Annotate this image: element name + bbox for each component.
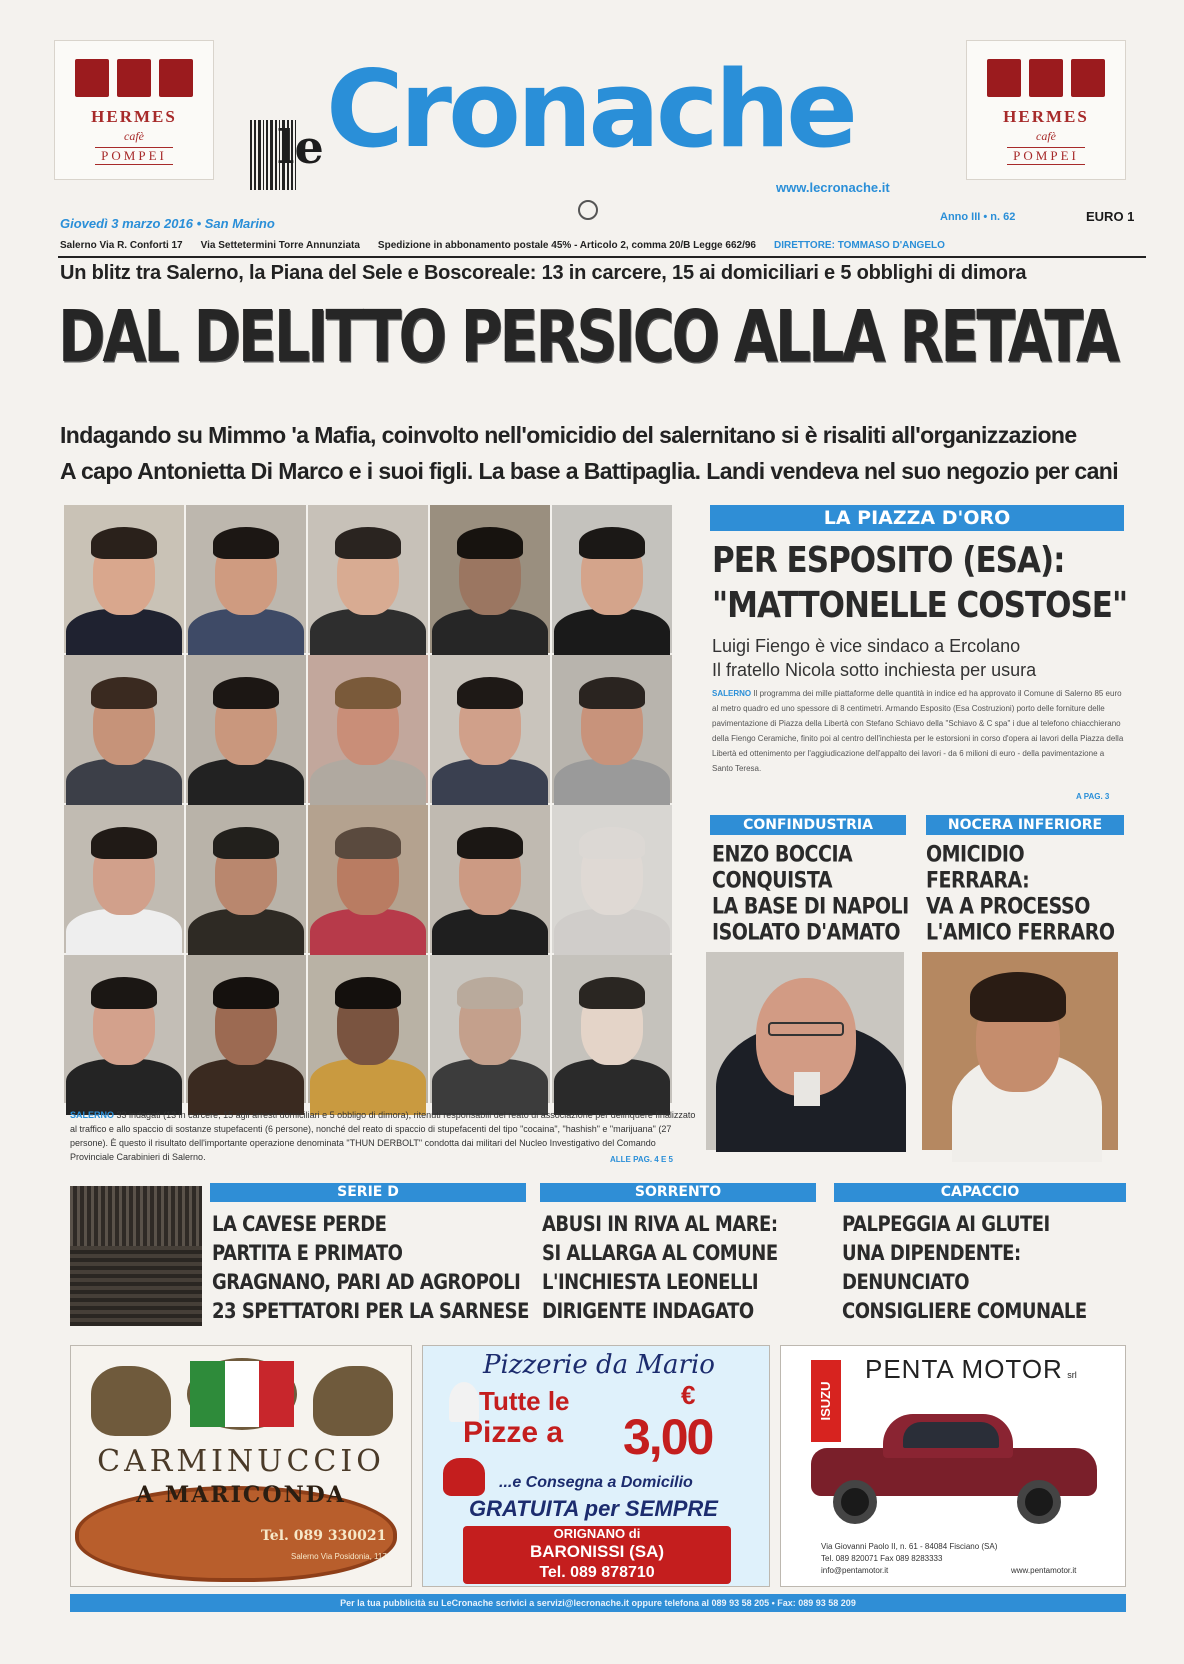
lead-headline: DAL DELITTO PERSICO ALLA RETATA bbox=[58, 296, 1117, 379]
photo-stadium bbox=[70, 1186, 202, 1326]
price-currency: € bbox=[681, 1380, 696, 1410]
section-serie-d: SERIE D bbox=[210, 1183, 526, 1202]
sorrento-headline-line: ABUSI IN RIVA AL MARE: bbox=[542, 1212, 778, 1238]
ad-carminuccio[interactable] bbox=[70, 1345, 412, 1587]
pickup-truck-icon bbox=[811, 1406, 1097, 1518]
mugshot-photo bbox=[186, 955, 306, 1103]
sponsor-line3: POMPEI bbox=[1007, 147, 1085, 165]
capaccio-headline-line: DENUNCIATO bbox=[842, 1270, 970, 1296]
sorrento-headline-line: DIRIGENTE INDAGATO bbox=[542, 1299, 754, 1325]
serie-d-headline-line: 23 SPETTATORI PER LA SARNESE bbox=[212, 1299, 529, 1325]
capaccio-headline-line: CONSIGLIERE COMUNALE bbox=[842, 1299, 1087, 1325]
serie-d-headline-line: LA CAVESE PERDE bbox=[212, 1212, 387, 1238]
lion-left-icon bbox=[91, 1366, 171, 1436]
confindustria-headline-line: ENZO BOCCIA bbox=[712, 842, 853, 868]
date: Giovedì 3 marzo 2016 • San Marino bbox=[60, 216, 275, 231]
photo-ferrara bbox=[922, 952, 1118, 1150]
info-line bbox=[60, 240, 1140, 251]
hermes-logo-icon bbox=[55, 59, 213, 97]
mugshot-photo bbox=[308, 505, 428, 653]
section-capaccio: CAPACCIO bbox=[834, 1183, 1126, 1202]
mugshot-photo bbox=[186, 505, 306, 653]
mugshot-photo bbox=[430, 805, 550, 953]
lead-kicker: Un blitz tra Salerno, la Piana del Sele e Boscoreale: 13 in carcere, 15 ai domiciliari e 5 obblighi di dimora bbox=[60, 262, 1027, 284]
confindustria-headline-line: CONQUISTA bbox=[712, 868, 833, 894]
piazza-body-text: Il programma dei mille piattaforme delle quantità in indice ed ha approvato il Comune di Salerno 85 euro al metro quadro ed uno spessore di 8 centimetri. Armando Esposito (Esa Costruzioni) porto delle forniture delle pavimentazione di Piazza della Libertà con Stefano Schiavo della "Schiavo & C spa" i due al telefono chiacchierano della Fiengo Ceramiche, finito poi al centro dell'inchiesta per le estorsioni in corso d'opera ai lavori della Piazza della Libertà ed ottenimento per l'aggiudicazione dell'appalto dei lavori - da 6 milioni di euro - della pavimentazione a Santo Teresa. bbox=[712, 689, 1124, 773]
masthead-emblem-icon bbox=[578, 200, 598, 220]
confindustria-headline-line: ISOLATO D'AMATO bbox=[712, 920, 901, 946]
mugshot-photo bbox=[552, 655, 672, 803]
postal-info: Spedizione in abbonamento postale 45% - Articolo 2, comma 20/B Legge 662/96 bbox=[377, 240, 756, 251]
photo-boccia bbox=[706, 952, 904, 1150]
issue-number: Anno III • n. 62 bbox=[940, 211, 1016, 223]
carminuccio-name: CARMINUCCIO bbox=[97, 1444, 385, 1479]
nocera-headline-line: L'AMICO FERRARO bbox=[926, 920, 1115, 946]
piazza-headline-1: PER ESPOSITO (ESA): bbox=[712, 540, 1065, 582]
section-confindustria: CONFINDUSTRIA bbox=[710, 815, 906, 835]
penta-web: www.pentamotor.it bbox=[1011, 1566, 1077, 1575]
logo-le: le bbox=[277, 120, 324, 174]
mugshot-photo bbox=[64, 655, 184, 803]
logo-cronache: Cronache bbox=[326, 48, 855, 171]
mugshot-photo bbox=[430, 655, 550, 803]
director: DIRETTORE: TOMMASO D'ANGELO bbox=[773, 240, 945, 251]
penta-address: Via Giovanni Paolo II, n. 61 - 84084 Fisciano (SA) bbox=[821, 1542, 998, 1551]
place1: ORIGNANO di bbox=[553, 1526, 641, 1541]
piazza-body-place: SALERNO bbox=[712, 689, 752, 698]
mugshot-photo bbox=[430, 505, 550, 653]
capaccio-headline-line: PALPEGGIA AI GLUTEI bbox=[842, 1212, 1050, 1238]
lion-right-icon bbox=[313, 1366, 393, 1436]
promo1: Tutte le bbox=[479, 1386, 570, 1416]
sponsor-line1: HERMES bbox=[1003, 107, 1089, 126]
scooter-icon bbox=[443, 1458, 485, 1496]
nocera-headline-line: OMICIDIO bbox=[926, 842, 1025, 868]
mugshot-photo bbox=[186, 805, 306, 953]
penta-tel: Tel. 089 820071 Fax 089 8283333 bbox=[821, 1554, 943, 1563]
date-text: Giovedì 3 marzo 2016 bbox=[60, 216, 193, 231]
sponsor-line1: HERMES bbox=[91, 107, 177, 126]
mugshot-photo bbox=[64, 805, 184, 953]
confindustria-headline-line: LA BASE DI NAPOLI bbox=[712, 894, 909, 920]
sponsor-hermes-right bbox=[966, 40, 1126, 180]
delivery2: GRATUITA per SEMPRE bbox=[469, 1496, 718, 1521]
nocera-headline-line: FERRARA: bbox=[926, 868, 1030, 894]
lead-deck-1: Indagando su Mimmo 'a Mafia, coinvolto nell'omicidio del salernitano si è risaliti all'organizzazione bbox=[60, 422, 1077, 448]
mugshot-photo bbox=[308, 805, 428, 953]
sponsor-line2: cafè bbox=[1036, 129, 1056, 143]
ad-pizzerie-mario[interactable] bbox=[422, 1345, 770, 1587]
mugshot-grid bbox=[64, 505, 694, 1105]
carminuccio-address: Salerno Via Posidonia, 117 bbox=[291, 1552, 387, 1561]
sorrento-headline-line: L'INCHIESTA LEONELLI bbox=[542, 1270, 759, 1296]
piazza-sub-2: Il fratello Nicola sotto inchiesta per usura bbox=[712, 660, 1037, 680]
hermes-logo-icon bbox=[967, 59, 1125, 97]
penta-email: info@pentamotor.it bbox=[821, 1566, 889, 1575]
footer-bar: Per la tua pubblicità su LeCronache scrivici a servizi@lecronache.it oppure telefona al 089 93 58 205 • Fax: 089 93 58 209 bbox=[70, 1594, 1126, 1612]
price-value: 3,00 bbox=[623, 1409, 713, 1465]
caption-text: 33 indagati (13 in carcere, 15 agli arresti domiciliari e 5 obbligo di dimora), ritenuti responsabili del reato di associazione per delinquere finalizzato al traffico e allo spaccio di sostanze stupefacenti (6 persone), nonché del reato di spaccio di stupefacenti del tipo "cocaina", "hashish" e "marijuana" (27 persone). È questo il risultato dell'importante operazione denominata "THUN DERBOLT" condotta dai militari del Nucleo Investigativo del Comando Provinciale Carabinieri di Salerno. bbox=[70, 1110, 696, 1162]
mugshot-photo bbox=[308, 655, 428, 803]
piazza-headline-2: "MATTONELLE COSTOSE" bbox=[712, 585, 1128, 627]
mugshot-photo bbox=[64, 955, 184, 1103]
penta-name bbox=[865, 1354, 1077, 1385]
website[interactable]: www.lecronache.it bbox=[776, 180, 890, 195]
nocera-headline-line: VA A PROCESSO bbox=[926, 894, 1090, 920]
pizzerie-phone: Tel. 089 878710 bbox=[539, 1564, 655, 1581]
ad-penta-motor[interactable] bbox=[780, 1345, 1126, 1587]
masthead-rule bbox=[58, 256, 1146, 258]
place2: BARONISSI (SA) bbox=[529, 1542, 665, 1561]
pizzerie-name: Pizzerie da Mario bbox=[483, 1350, 715, 1380]
caption-ref: ALLE PAG. 4 E 5 bbox=[610, 1155, 673, 1164]
piazza-ref: A PAG. 3 bbox=[1076, 792, 1110, 801]
penta-name-text: PENTA MOTOR bbox=[865, 1354, 1063, 1384]
penta-suffix: srl bbox=[1067, 1370, 1077, 1380]
lead-deck-2: A capo Antonietta Di Marco e i suoi figli. La base a Battipaglia. Landi vendeva nel suo negozio per cani bbox=[60, 458, 1118, 484]
section-piazza: LA PIAZZA D'ORO bbox=[710, 505, 1124, 531]
serie-d-headline-line: GRAGNANO, PARI AD AGROPOLI bbox=[212, 1270, 521, 1296]
mugshot-photo bbox=[552, 505, 672, 653]
mugshot-photo bbox=[64, 505, 184, 653]
piazza-body bbox=[712, 686, 1124, 792]
mugshot-photo bbox=[552, 805, 672, 953]
carminuccio-phone: Tel. 089 330021 bbox=[261, 1528, 387, 1544]
price: EURO 1 bbox=[1086, 209, 1135, 224]
capaccio-headline-line: UNA DIPENDENTE: bbox=[842, 1241, 1021, 1267]
italian-flag-icon bbox=[187, 1358, 297, 1430]
section-nocera: NOCERA INFERIORE bbox=[926, 815, 1124, 835]
piazza-sub-1: Luigi Fiengo è vice sindaco a Ercolano bbox=[712, 636, 1021, 656]
delivery1: ...e Consegna a Domicilio bbox=[499, 1474, 693, 1491]
sponsor-hermes-left bbox=[54, 40, 214, 180]
mugshot-photo bbox=[186, 655, 306, 803]
carminuccio-sub: A MARICONDA bbox=[136, 1482, 346, 1508]
isuzu-brand: ISUZU bbox=[811, 1360, 841, 1442]
section-sorrento: SORRENTO bbox=[540, 1183, 816, 1202]
sorrento-headline-line: SI ALLARGA AL COMUNE bbox=[542, 1241, 778, 1267]
address: Salerno Via R. Conforti 17 bbox=[60, 240, 183, 251]
saint-text: San Marino bbox=[204, 216, 275, 231]
mugshot-photo bbox=[308, 955, 428, 1103]
mugshot-photo bbox=[552, 955, 672, 1103]
promo2: Pizze a bbox=[463, 1416, 564, 1449]
sponsor-line2: cafè bbox=[124, 129, 144, 143]
serie-d-headline-line: PARTITA E PRIMATO bbox=[212, 1241, 403, 1267]
sponsor-line3: POMPEI bbox=[95, 147, 173, 165]
mugshot-photo bbox=[430, 955, 550, 1103]
caption-place: SALERNO bbox=[70, 1110, 115, 1120]
address2: Via Settetermini Torre Annunziata bbox=[200, 240, 360, 251]
